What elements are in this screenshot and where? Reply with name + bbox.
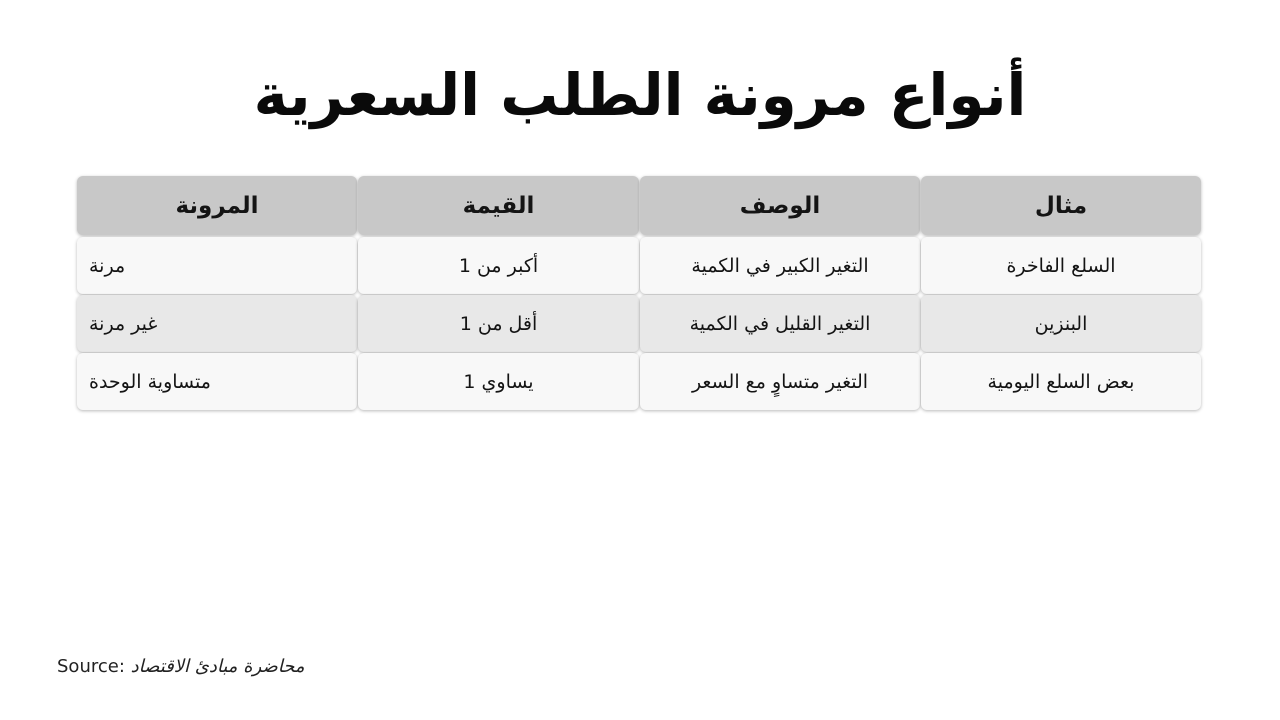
source-note	[57, 656, 305, 677]
row-2-description: التغير القليل في الكمية	[640, 295, 920, 352]
row-2-value: أقل من 1	[358, 295, 639, 352]
row-3-elasticity: متساوية الوحدة	[77, 353, 357, 410]
row-3-example: بعض السلع اليومية	[921, 353, 1201, 410]
elasticity-table	[77, 176, 1204, 411]
row-1-elasticity: مرنة	[77, 237, 357, 294]
row-2-example: البنزين	[921, 295, 1201, 352]
page-title: أنواع مرونة الطلب السعرية	[253, 61, 1027, 129]
header-example: مثال	[921, 176, 1201, 235]
source-label: Source:	[57, 656, 125, 677]
header-description: الوصف	[640, 176, 920, 235]
row-1-description: التغير الكبير في الكمية	[640, 237, 920, 294]
row-2-elasticity: غير مرنة	[77, 295, 357, 352]
header-elasticity: المرونة	[77, 176, 357, 235]
row-1-example: السلع الفاخرة	[921, 237, 1201, 294]
row-1-value: أكبر من 1	[358, 237, 639, 294]
source-value: محاضرة مبادئ الاقتصاد	[130, 656, 305, 677]
row-3-value: يساوي 1	[358, 353, 639, 410]
row-3-description: التغير متساوٍ مع السعر	[640, 353, 920, 410]
header-value: القيمة	[358, 176, 639, 235]
